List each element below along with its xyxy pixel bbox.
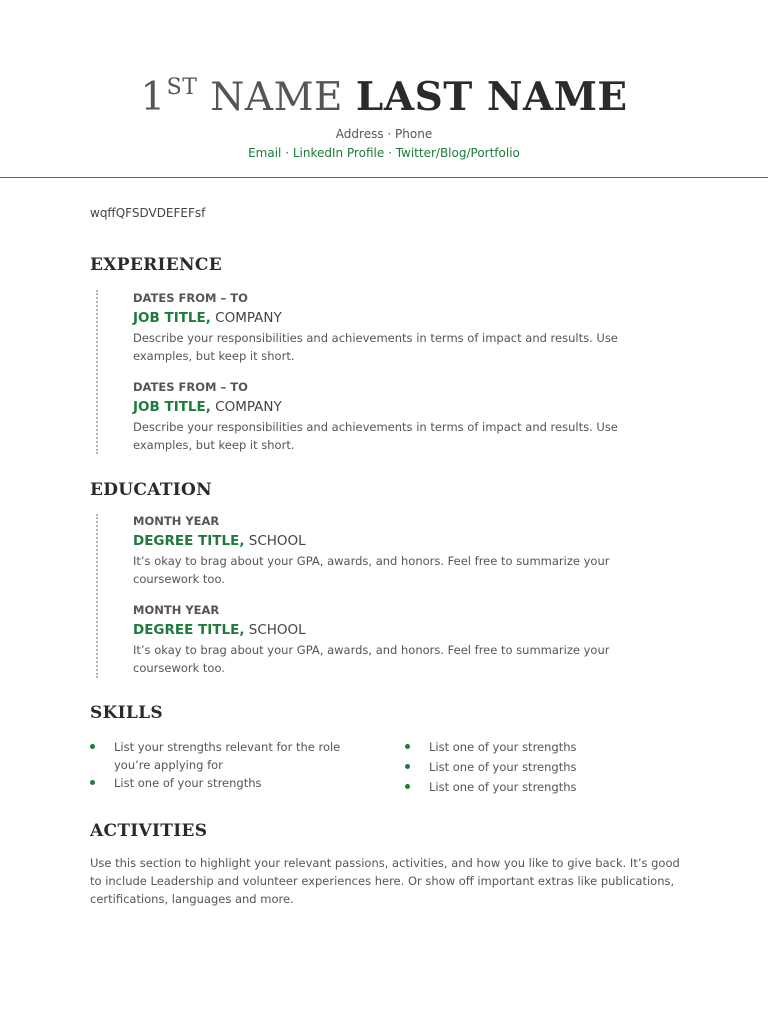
resume-header: [0, 0, 768, 161]
skill-text: List your strengths relevant for the role you’re applying for: [114, 740, 341, 772]
education-entry: [133, 602, 678, 677]
header-divider: [0, 177, 768, 178]
full-name: [0, 66, 768, 120]
entry-description: Describe your responsibilities and achievements in terms of impact and results. Use examples, but keep it short.: [133, 420, 618, 452]
bullet-icon: [405, 744, 410, 749]
bullet-icon: [405, 764, 410, 769]
skills-right-column: [405, 738, 695, 796]
skill-item: [90, 774, 380, 792]
experience-entry: [133, 379, 678, 454]
entry-description: It’s okay to brag about your GPA, awards, and honors. Feel free to summarize your coursework too.: [133, 643, 610, 675]
school: SCHOOL: [244, 533, 306, 549]
entry-title-line: [133, 532, 678, 550]
company: COMPANY: [210, 310, 282, 326]
entry-title-line: [133, 309, 678, 327]
skill-item: [405, 758, 695, 776]
summary-text: wqffQFSDVDEFEFsf: [90, 206, 206, 220]
skills-heading: SKILLS: [90, 703, 163, 723]
entry-dates: DATES FROM – TO: [133, 291, 248, 305]
entry-description: Describe your responsibilities and achievements in terms of impact and results. Use examples, but keep it short.: [133, 331, 618, 363]
experience-heading: EXPERIENCE: [90, 255, 222, 275]
bullet-icon: [90, 780, 95, 785]
school: SCHOOL: [244, 622, 306, 638]
job-title: JOB TITLE,: [133, 310, 211, 326]
first-name-prefix: 1: [140, 75, 166, 120]
links-line: Email · LinkedIn Profile · Twitter/Blog/Portfolio: [248, 146, 520, 160]
last-name: LAST NAME: [355, 74, 628, 120]
skill-item: [90, 738, 380, 774]
first-name-rest: NAME: [197, 75, 343, 120]
bullet-icon: [90, 744, 95, 749]
entry-description: It’s okay to brag about your GPA, awards, and honors. Feel free to summarize your coursework too.: [133, 554, 610, 586]
entry-title-line: [133, 398, 678, 416]
degree-title: DEGREE TITLE,: [133, 533, 245, 549]
job-title: JOB TITLE,: [133, 399, 211, 415]
activities-heading: ACTIVITIES: [90, 821, 208, 841]
first-name: [140, 75, 343, 120]
experience-timeline: [96, 290, 98, 454]
skill-item: [405, 778, 695, 796]
skill-text: List one of your strengths: [114, 776, 262, 790]
entry-dates: MONTH YEAR: [133, 603, 220, 617]
skill-text: List one of your strengths: [429, 780, 577, 794]
skill-item: [405, 738, 695, 756]
experience-entry: [133, 290, 678, 365]
education-heading: EDUCATION: [90, 480, 212, 500]
entry-title-line: [133, 621, 678, 639]
entry-dates: DATES FROM – TO: [133, 380, 248, 394]
first-name-superscript: ST: [166, 75, 198, 100]
activities-text: Use this section to highlight your relevant passions, activities, and how you like to give back. It’s good to include Leadership and volunteer experiences here. Or show off important extras like publications, certifications, languages and more.: [90, 856, 680, 906]
bullet-icon: [405, 784, 410, 789]
education-entry: [133, 513, 678, 588]
skill-text: List one of your strengths: [429, 740, 577, 754]
company: COMPANY: [210, 399, 282, 415]
contact-line: Address · Phone: [335, 127, 433, 141]
skills-left-column: [90, 738, 380, 792]
degree-title: DEGREE TITLE,: [133, 622, 245, 638]
entry-dates: MONTH YEAR: [133, 514, 220, 528]
skill-text: List one of your strengths: [429, 760, 577, 774]
education-timeline: [96, 514, 98, 678]
